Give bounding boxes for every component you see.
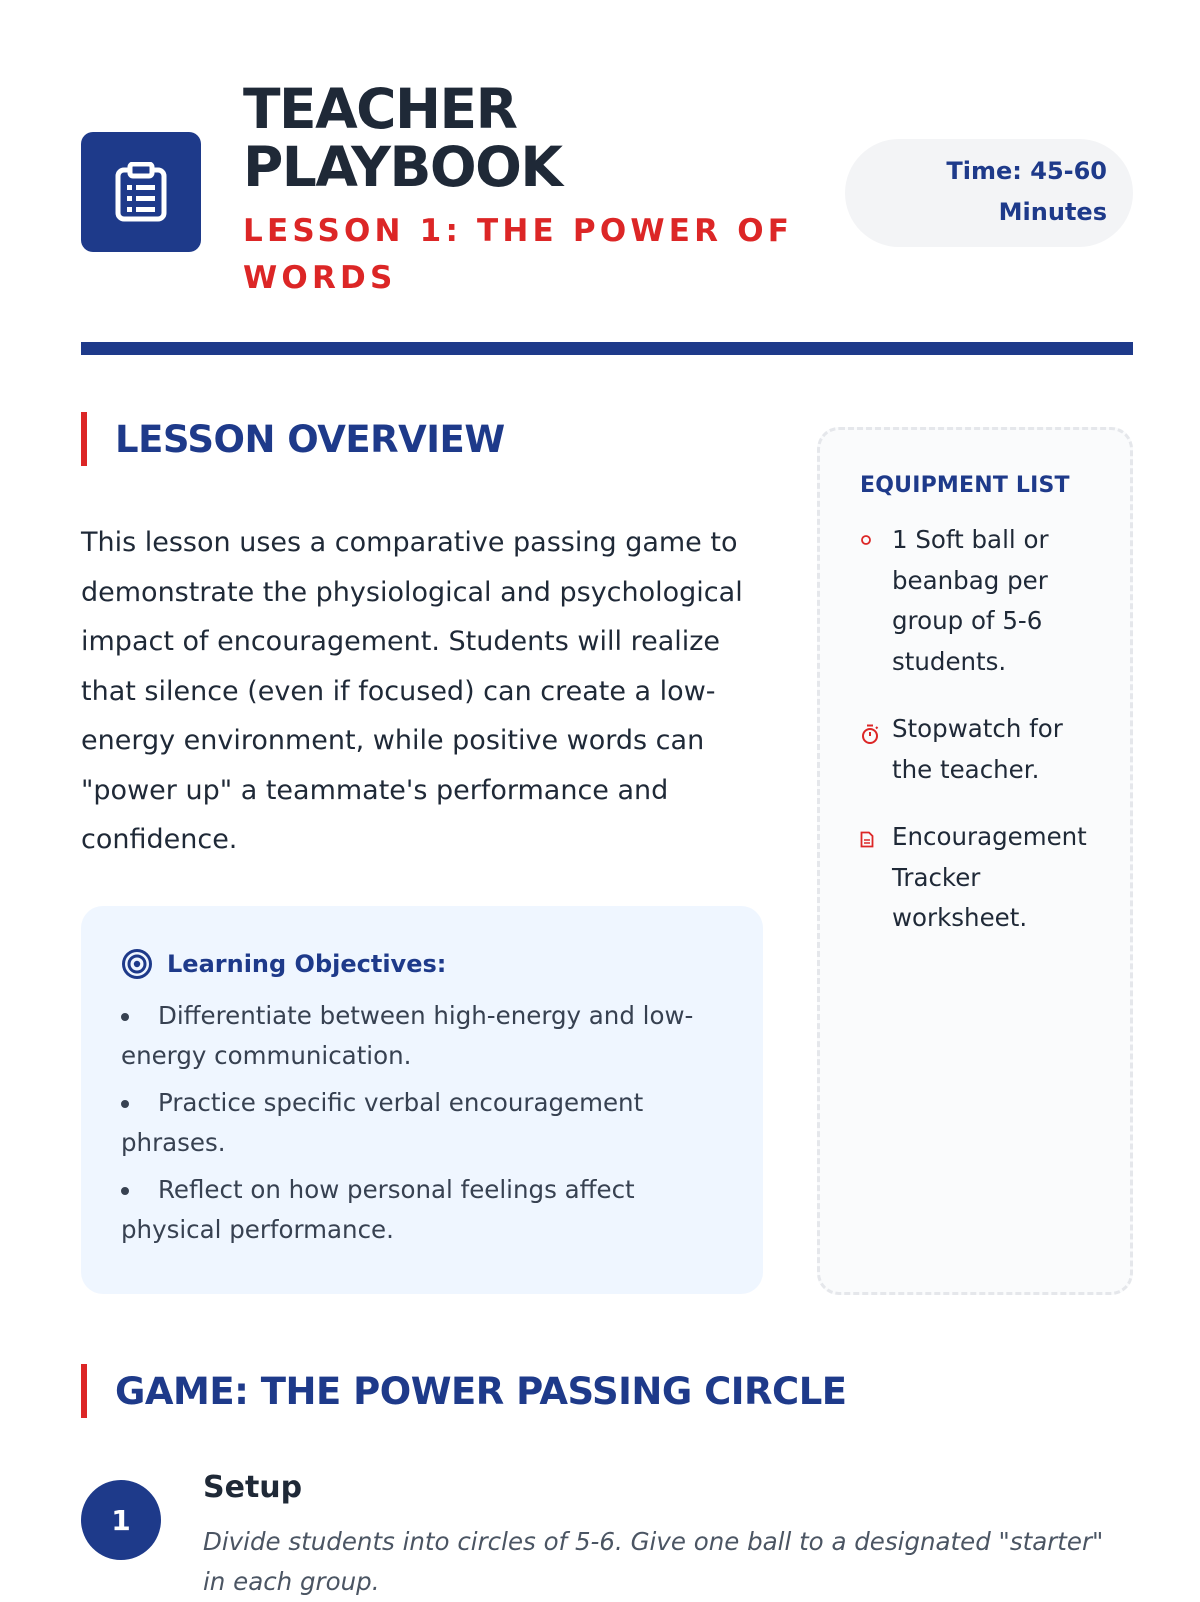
- step-description: Divide students into circles of 5-6. Give one ball to a designated "starter" in each group.: [203, 1527, 1104, 1596]
- equipment-icon-wrap: [860, 723, 880, 745]
- equipment-text: 1 Soft ball or beanbag per group of 5-6 students.: [892, 525, 1049, 676]
- title-line-2: PLAYBOOK: [243, 135, 562, 199]
- bullet-icon: [121, 1013, 129, 1021]
- header-divider: [81, 342, 1133, 355]
- equipment-text: Encouragement Tracker worksheet.: [892, 822, 1087, 932]
- equipment-icon-wrap: [860, 534, 880, 546]
- clipboard-icon: [115, 162, 167, 222]
- logo-badge: [81, 132, 201, 252]
- equipment-icon-wrap: [860, 831, 880, 848]
- objective-item: [121, 1170, 723, 1250]
- equipment-item: [860, 520, 1104, 682]
- game-section-header: [81, 1364, 847, 1418]
- page-title: [243, 77, 803, 199]
- objective-item: [121, 1083, 723, 1163]
- objectives-title: Learning Objectives:: [167, 950, 447, 978]
- equipment-list-card: [817, 427, 1133, 1295]
- circle-icon: [860, 534, 872, 546]
- target-icon: [121, 948, 153, 980]
- section-accent-bar: [81, 412, 87, 466]
- objective-text: Reflect on how personal feelings affect physical performance.: [121, 1175, 635, 1244]
- objectives-list: [121, 996, 723, 1250]
- objective-text: Differentiate between high-energy and low-energy communication.: [121, 1001, 694, 1070]
- subtitle-line-2: WORDS: [243, 260, 397, 296]
- game-heading: GAME: THE POWER PASSING CIRCLE: [115, 1369, 847, 1413]
- stopwatch-icon: [860, 723, 880, 745]
- step-title: Setup: [203, 1470, 303, 1505]
- overview-heading: LESSON OVERVIEW: [115, 417, 505, 461]
- objective-item: [121, 996, 723, 1076]
- bullet-icon: [121, 1100, 129, 1108]
- subtitle-line-1: LESSON 1: THE POWER OF: [243, 213, 794, 249]
- lesson-subtitle: [243, 208, 803, 302]
- overview-section-header: [81, 412, 505, 466]
- equipment-list: [860, 520, 1104, 939]
- equipment-item: [860, 709, 1104, 790]
- step-number-badge: 1: [81, 1480, 161, 1560]
- bullet-icon: [121, 1187, 129, 1195]
- equipment-item: [860, 817, 1104, 939]
- equipment-title: EQUIPMENT LIST: [860, 473, 1070, 498]
- learning-objectives-card: [81, 906, 763, 1294]
- page-header: [81, 77, 1133, 310]
- objectives-header: [121, 946, 723, 982]
- overview-text: This lesson uses a comparative passing game to demonstrate the physiological and psychological impact of encouragement. Students will realize that silence (even if focused) can create a low-energy environment, while positive words can "power up" a teammate's performance and confidence.: [81, 527, 743, 855]
- equipment-text: Stopwatch for the teacher.: [892, 714, 1063, 784]
- document-icon: [860, 831, 874, 848]
- title-line-1: TEACHER: [243, 77, 517, 141]
- time-line-2: Minutes: [998, 198, 1107, 226]
- time-badge: [845, 139, 1133, 247]
- objective-text: Practice specific verbal encouragement phrases.: [121, 1088, 644, 1157]
- time-line-1: Time: 45-60: [946, 157, 1107, 185]
- section-accent-bar: [81, 1364, 87, 1418]
